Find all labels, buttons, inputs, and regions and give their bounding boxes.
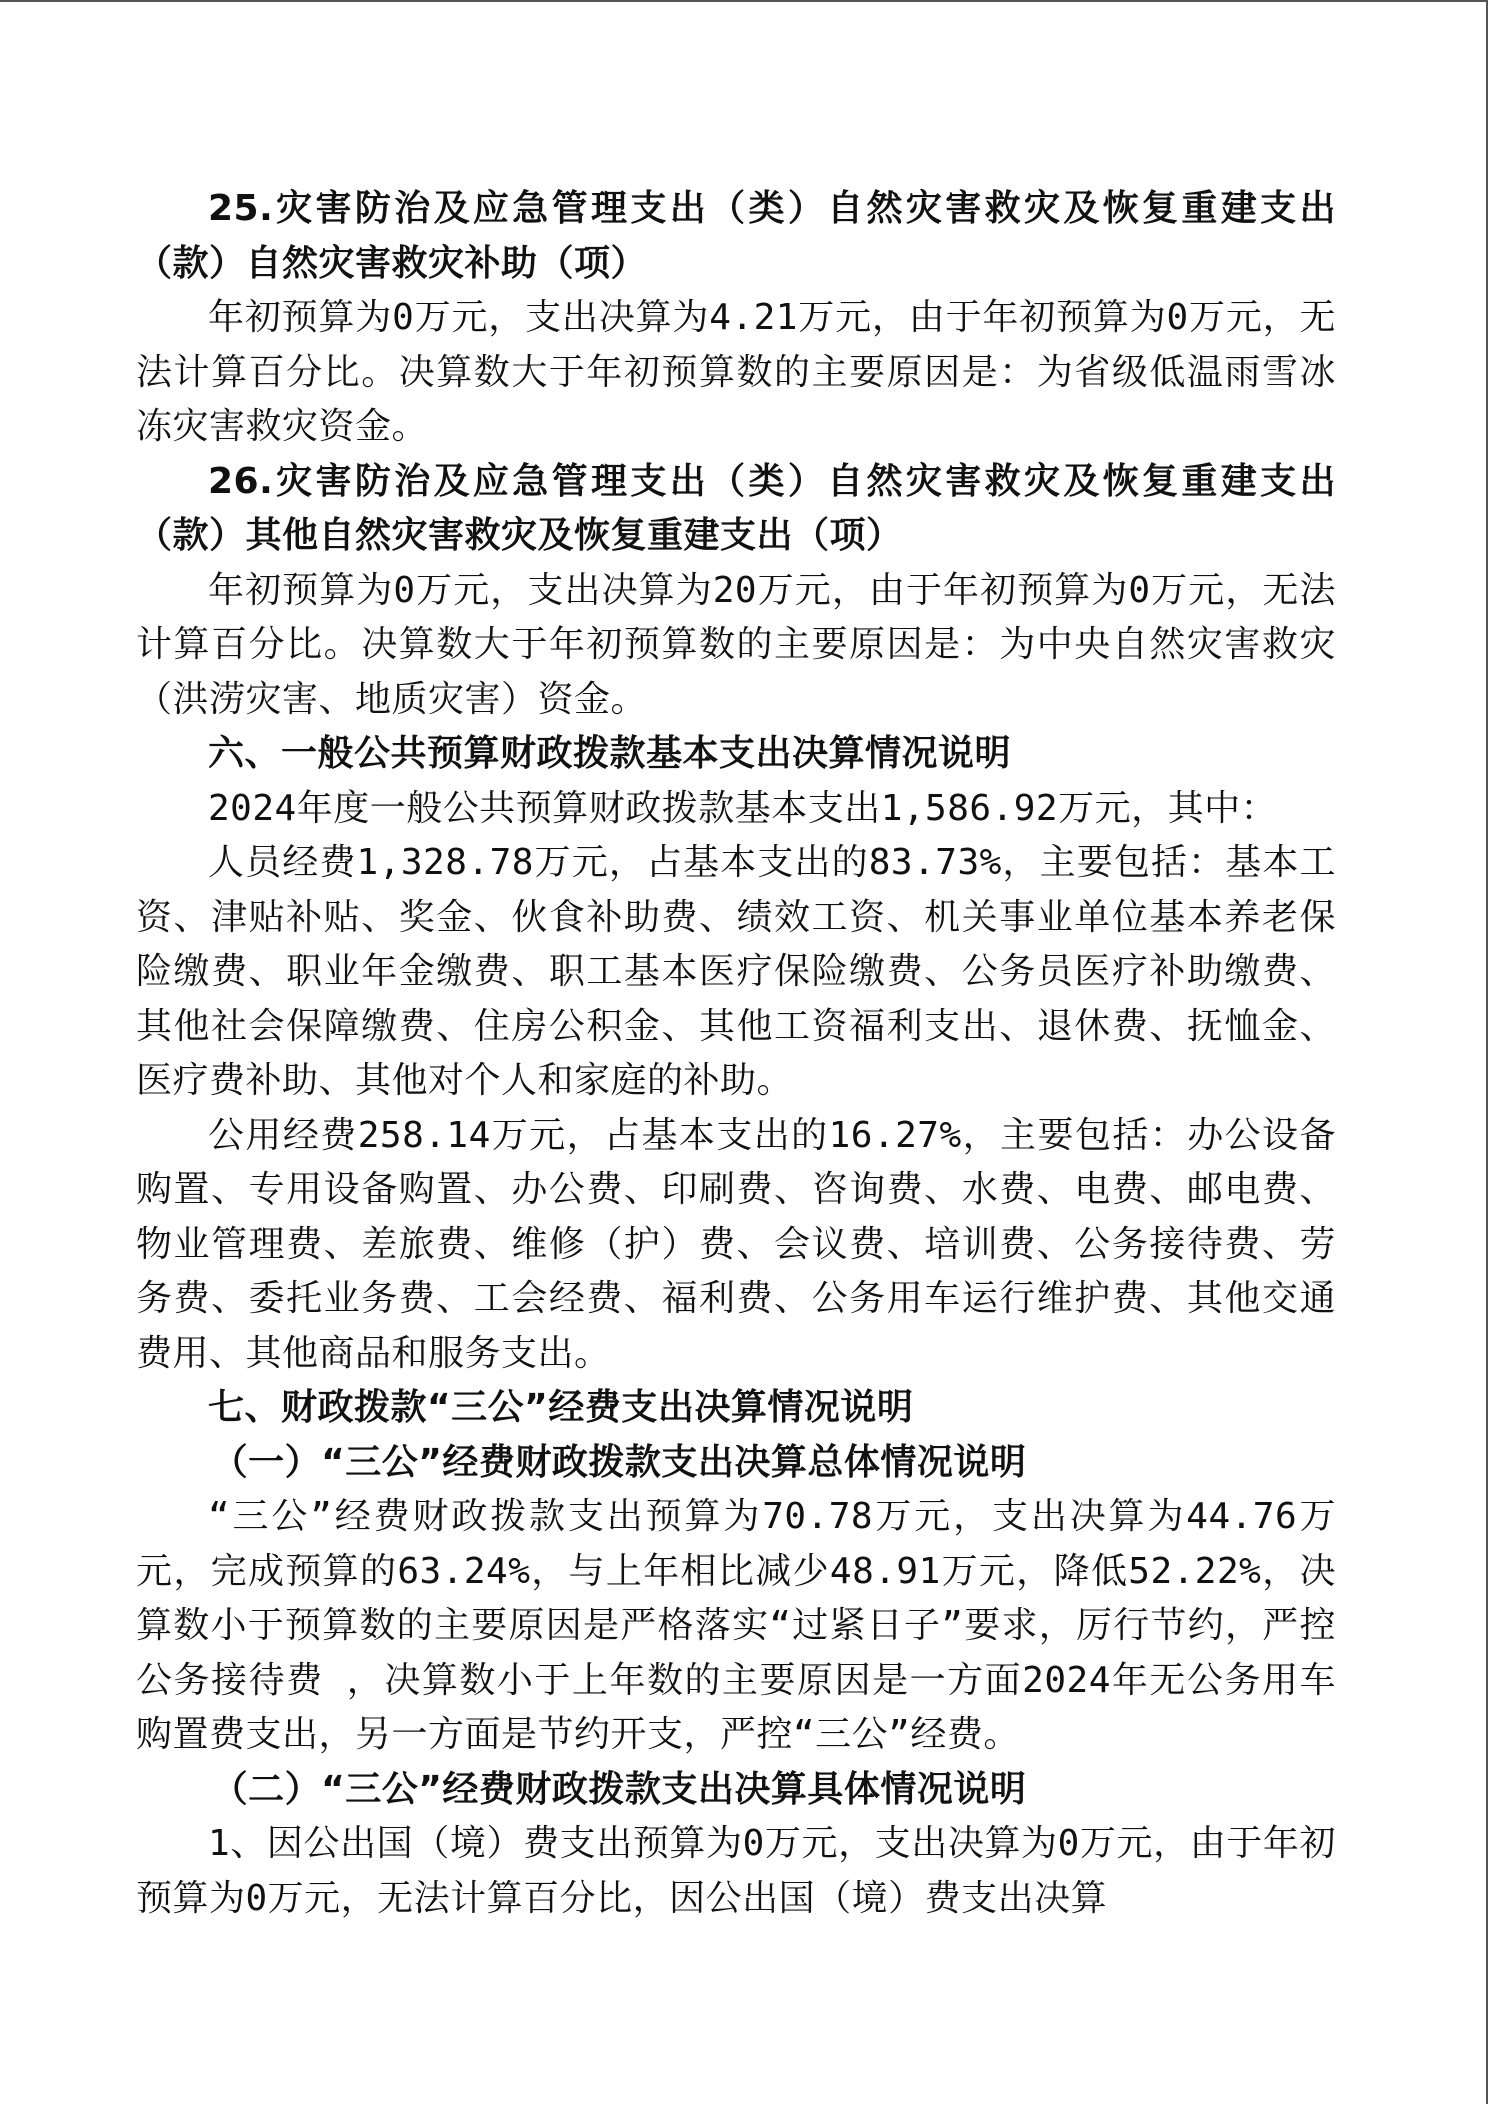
paragraph-personnel-expenses: 人员经费1,328.78万元，占基本支出的83.73%，主要包括：基本工资、津贴补贴、奖金、伙食补助费、绩效工资、机关事业单位基本养老保险缴费、职业年金缴费、职工基本医疗保险缴费、公务员医疗补助缴费、其他社会保障缴费、住房公积金、其他工资福利支出、退休费、抚恤金、医疗费补助、其他对个人和家庭的补助。: [136, 842, 1336, 1101]
paragraph-public-expenses: 公用经费258.14万元，占基本支出的16.27%，主要包括：办公设备购置、专用设备购置、办公费、印刷费、咨询费、水费、电费、邮电费、物业管理费、差旅费、维修（护）费、会议费、培训费、公务接待费、劳务费、委托业务费、工会经费、福利费、公务用车运行维护费、其他交通费用、其他商品和服务支出。: [136, 1114, 1336, 1374]
document-body: [136, 182, 1336, 1926]
section-heading-six: 六、一般公共预算财政拨款基本支出决算情况说明: [208, 733, 1012, 774]
paragraph-25-body: 年初预算为0万元，支出决算为4.21万元，由于年初预算为0万元，无法计算百分比。决算数大于年初预算数的主要原因是：为省级低温雨雪冰冻灾害救灾资金。: [136, 297, 1336, 447]
paragraph-basic-expenditure: 2024年度一般公共预算财政拨款基本支出1,586.92万元，其中：: [208, 787, 1278, 829]
section-heading-26: 26.灾害防治及应急管理支出（类）自然灾害救灾及恢复重建支出（款）其他自然灾害救灾及恢复重建支出（项）: [136, 460, 1336, 556]
paragraph-three-public-overall: “三公”经费财政拨款支出预算为70.78万元，支出决算为44.76万元，完成预算的63.24%，与上年相比减少48.91万元，降低52.22%，决算数小于预算数的主要原因是严格落实“过紧日子”要求，厉行节约，严控公务接待费 ，决算数小于上年数的主要原因是一方面2024年无公务用车购置费支出，另一方面是节约开支，严控“三公”经费。: [136, 1496, 1336, 1755]
paragraph-overseas-travel: 1、因公出国（境）费支出预算为0万元，支出决算为0万元，由于年初预算为0万元，无法计算百分比，因公出国（境）费支出决算: [136, 1823, 1336, 1919]
section-heading-seven: 七、财政拨款“三公”经费支出决算情况说明: [208, 1387, 914, 1428]
subheading-specific: （二）“三公”经费财政拨款支出决算具体情况说明: [211, 1768, 1027, 1810]
section-heading-25: 25.灾害防治及应急管理支出（类）自然灾害救灾及恢复重建支出（款）自然灾害救灾补助（项）: [136, 188, 1336, 284]
paragraph-26-body: 年初预算为0万元，支出决算为20万元，由于年初预算为0万元，无法计算百分比。决算数大于年初预算数的主要原因是：为中央自然灾害救灾（洪涝灾害、地质灾害）资金。: [136, 569, 1336, 720]
subheading-overall: （一）“三公”经费财政拨款支出决算总体情况说明: [211, 1441, 1027, 1483]
